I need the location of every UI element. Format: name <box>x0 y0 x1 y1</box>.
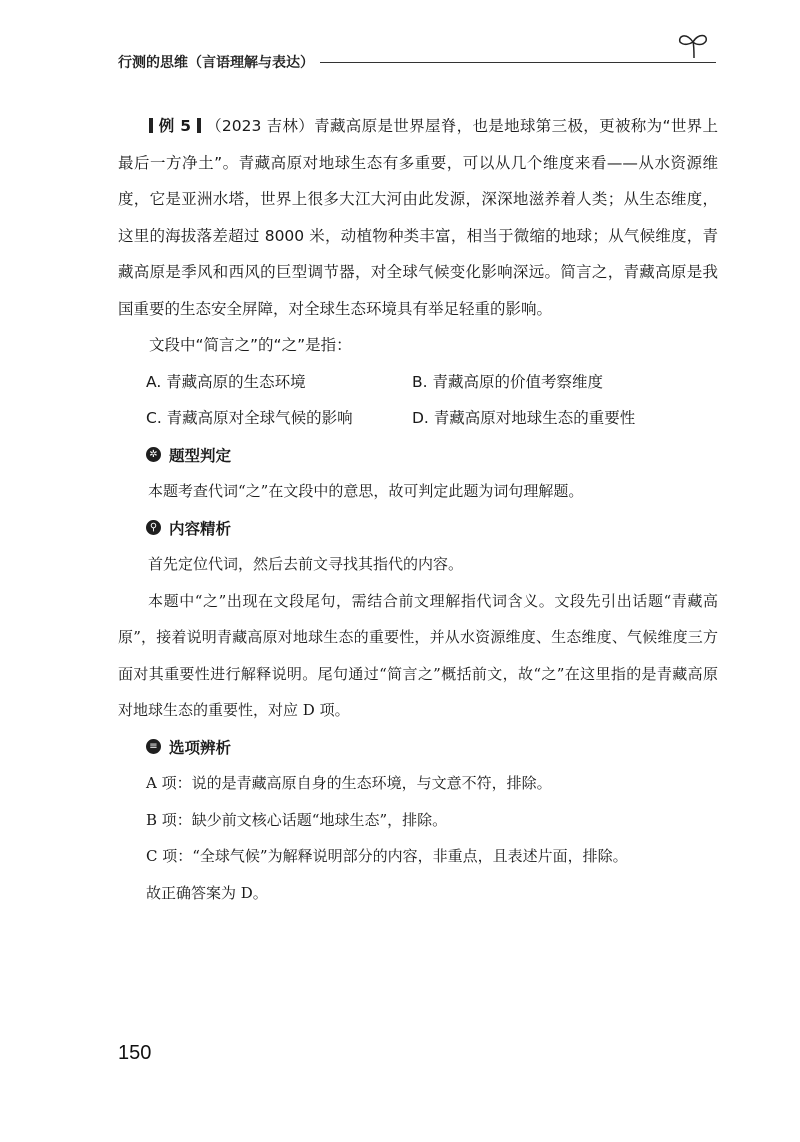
option-list <box>146 364 718 437</box>
page-body <box>118 108 718 911</box>
section-type <box>146 437 718 474</box>
answer-line: 故正确答案为 D。 <box>146 883 268 902</box>
analysis-c: C 项：“全球气候”为解释说明部分的内容，非重点，且表述片面，排除。 <box>146 847 628 865</box>
sprout-icon <box>676 30 712 60</box>
option-b: B. 青藏高原的价值考察维度 <box>412 372 603 391</box>
analysis-a: A 项：说的是青藏高原自身的生态环境，与文意不符，排除。 <box>146 774 552 792</box>
section-title-analysis: 内容精析 <box>169 519 232 538</box>
question-passage <box>118 108 718 327</box>
section-analysis <box>146 510 718 547</box>
page-header <box>118 50 718 74</box>
question-stem: 文段中“简言之”的“之”是指： <box>149 336 352 354</box>
question-source: （2023 吉林） <box>206 117 315 135</box>
passage-text: 青藏高原是世界屋脊，也是地球第三极，更被称为“世界上最后一方净土”。青藏高原对地球生态有多重要，可以从几个维度来看——从水资源维度，它是亚洲水塔，世界上很多大江大河由此发源，深深地滋养着人类；从生态维度，这里的海拔落差超过 8000 米，动植物种类丰富，相当于微缩的地球；从气候维度，青藏高原是季风和西风的巨型调节器，对全球气候变化影响深远。简言之，青藏高原是我国重要的生态安全屏障，对全球生态环境具有举足轻重的影响。 <box>118 117 718 318</box>
option-a: A. 青藏高原的生态环境 <box>146 372 306 391</box>
option-c: C. 青藏高原对全球气候的影响 <box>146 409 353 427</box>
section-options <box>146 729 718 766</box>
question-label: 例 5 <box>149 117 201 135</box>
magnifier-icon: ⚲ <box>146 520 161 535</box>
analysis-p1: 首先定位代词，然后去前文寻找其指代的内容。 <box>148 555 464 573</box>
analysis-b: B 项：缺少前文核心话题“地球生态”，排除。 <box>146 810 448 829</box>
header-divider <box>320 62 716 63</box>
running-title: 行测的思维（言语理解与表达） <box>118 55 314 71</box>
page-number: 150 <box>118 1042 152 1064</box>
list-icon: ≡ <box>146 739 161 754</box>
section-title-options: 选项辨析 <box>169 738 232 757</box>
option-d: D. 青藏高原对地球生态的重要性 <box>412 409 636 427</box>
section-title-type: 题型判定 <box>169 446 232 465</box>
analysis-p2: 本题中“之”出现在文段尾句，需结合前文理解指代词含义。文段先引出话题“青藏高原”，接着说明青藏高原对地球生态的重要性，并从水资源维度、生态维度、气候维度三方面对其重要性进行解释说明。尾句通过“简言之”概括前文，故“之”在这里指的是青藏高原对地球生态的重要性，对应 D 项。 <box>118 591 718 719</box>
type-text: 本题考查代词“之”在文段中的意思，故可判定此题为词句理解题。 <box>148 482 584 500</box>
target-icon: ✲ <box>146 447 161 462</box>
